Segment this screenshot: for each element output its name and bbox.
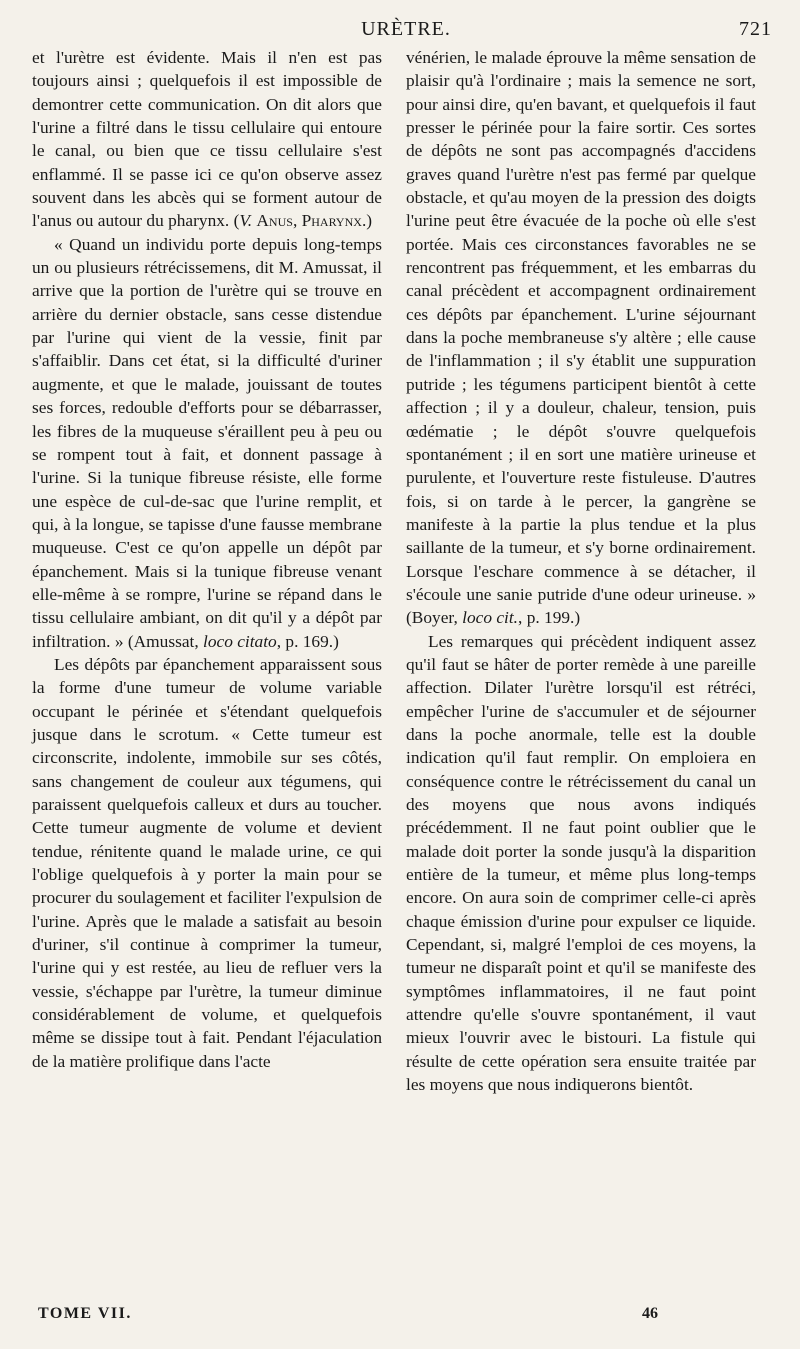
page-number: 721	[739, 18, 772, 40]
paragraph: « Quand un individu porte depuis long-temps un ou plusieurs rétrécissemens, dit M. Amussat, il arrive que la portion de l'urètre qui se trouve en arrière du dernier obstacle, sans cesse distendue par l'urine qui vient de la vessie, finit par s'affaiblir. Dans cet état, si la difficulté d'uriner augmente, et que le malade, jouissant de toutes ses forces, redouble d'efforts pour se débarrasser, les fibres de la muqueuse s'éraillent peu à peu ou se rompent tout à fait, et donnent passage à l'urine. Si la tunique fibreuse résiste, elle forme une espèce de cul-de-sac que l'urine remplit, et qui, à la longue, se tapisse d'une fausse membrane muqueuse. C'est ce qu'on appelle un dépôt par épanchement. Mais si la tunique fibreuse venant elle-même à se rompre, l'urine se répand dans le tissu cellulaire ambiant, on dit qu'il y a dépôt par infiltration. » (Amussat, loco citato, p. 169.)	[32, 234, 382, 651]
volume-label: TOME VII.	[38, 1305, 132, 1322]
right-column	[406, 46, 756, 1096]
signature-mark: 46	[642, 1305, 658, 1322]
page-footer	[32, 1305, 756, 1329]
paragraph: Les dépôts par épanchement apparaissent sous la forme d'une tumeur de volume variable occupant le périnée et s'étendant quelquefois jusque dans le scrotum. « Cette tumeur est circonscrite, indolente, immobile sur ses côtés, sans changement de couleur aux tégumens, qui paraissent quelquefois calleux et durs au toucher. Cette tumeur augmente de volume et devient tendue, rénitente quand le malade urine, ce qui l'oblige quelquefois à y porter la main pour se procurer du soulagement et faciliter l'expulsion de l'urine. Après que le malade a satisfait au besoin d'uriner, s'il continue à comprimer la tumeur, l'urine qui y est restée, au lieu de refluer vers la vessie, s'échappe par l'urètre, la tumeur diminue considérablement de volume, et quelquefois même se dissipe tout à fait. Pendant l'éjaculation de la matière prolifique dans l'acte	[32, 654, 382, 1071]
paragraph: vénérien, le malade éprouve la même sensation de plaisir qu'à l'ordinaire ; mais la semence ne sort, pour ainsi dire, qu'en bavant, et quelquefois il faut presser le périnée pour la faire sortir. Ces sortes de dépôts ne sont pas accompagnés d'accidens graves quand l'urètre n'est pas fermé par quelque obstacle, et qu'au moyen de la pression des doigts l'urine peut être évacuée de la poche où elle s'est portée. Mais ces circonstances favorables ne se rencontrent pas fréquemment, et les embarras du canal précèdent et accompagnent ordinairement ces dépôts par épanchement. L'urine séjournant dans la poche membraneuse s'y altère ; elle cause de l'inflammation ; il s'y établit une suppuration putride ; les tégumens participent bientôt à cette affection ; il y a douleur, chaleur, tension, puis œdématie ; le dépôt s'ouvre quelquefois spontanément ; il en sort une matière urineuse et purulente, et l'ouverture reste fistuleuse. D'autres fois, si on tarde à le percer, la gangrène se manifeste à la partie la plus tendue et la plus saillante de la tumeur, et s'y borne ordinairement. Lorsque l'eschare commence à se détacher, il s'écoule une sanie putride d'une odeur urineuse. » (Boyer, loco cit., p. 199.)	[406, 48, 756, 628]
running-head	[40, 18, 772, 44]
paragraph: et l'urètre est évidente. Mais il n'en est pas toujours ainsi ; quelquefois il est impossible de demontrer cette communication. On dit alors que l'urine a filtré dans le tissu cellulaire qui entoure le canal, ou bien que ce tissu cellulaire s'est enflammé. Il se passe ici ce qu'on observe assez souvent dans les abcès qui se forment autour de l'anus ou autour du pharynx. (V. Anus, Pharynx.)	[32, 48, 382, 231]
left-column	[32, 46, 382, 1073]
running-title: URÈTRE.	[361, 18, 451, 40]
paragraph: Les remarques qui précèdent indiquent assez qu'il faut se hâter de porter remède à une pareille affection. Dilater l'urètre lorsqu'il est rétréci, empêcher l'urine de s'accumuler et de séjourner dans la poche anormale, telle est la double indication qu'il faut remplir. On emploiera en conséquence contre le rétrécissement du canal un des moyens que nous avons indiqués précédemment. Il ne faut point oublier que le malade doit porter la sonde jusqu'à la disparition entière de la tumeur, et même plus long-temps encore. On aura soin de comprimer celle-ci après chaque émission d'urine pour expulser ce liquide. Cependant, si, malgré l'emploi de ces moyens, la tumeur ne disparaît point et qu'il se manifeste des symptômes inflammatoires, il ne faut point attendre qu'elle s'ouvre spontanément, il vaut mieux l'ouvrir avec le bistouri. La fistule qui résulte de cette opération sera ensuite traitée par les moyens que nous indiquerons bientôt.	[406, 631, 756, 1095]
